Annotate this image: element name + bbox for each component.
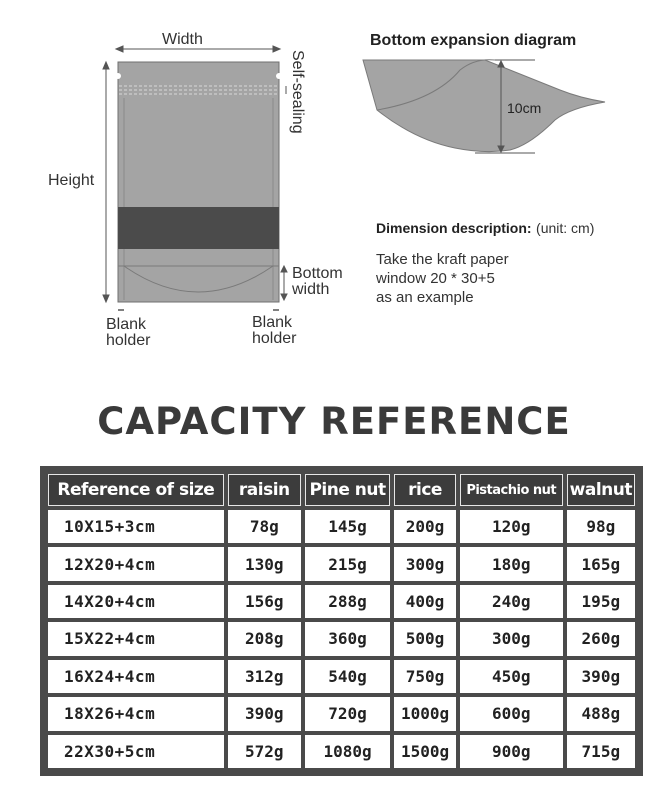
table-row: [48, 585, 635, 618]
pine-nut-cell: 145g: [305, 510, 390, 543]
rice-cell: 300g: [394, 547, 456, 580]
walnut-cell: 98g: [567, 510, 635, 543]
pistachio-cell: 180g: [460, 547, 563, 580]
walnut-cell: 715g: [567, 735, 635, 768]
dimension-description: [376, 220, 594, 238]
walnut-cell: 195g: [567, 585, 635, 618]
window-band: [118, 207, 279, 249]
header-pistachio-nut: Pistachio nut: [460, 474, 563, 506]
capacity-title: CAPACITY REFERENCE: [97, 400, 571, 443]
pistachio-cell: 300g: [460, 622, 563, 655]
pistachio-cell: 450g: [460, 660, 563, 693]
raisin-cell: 78g: [228, 510, 301, 543]
table-header-row: [48, 474, 635, 506]
size-cell: 10X15+3cm: [48, 510, 224, 543]
size-cell: 15X22+4cm: [48, 622, 224, 655]
pistachio-cell: 120g: [460, 510, 563, 543]
walnut-cell: 260g: [567, 622, 635, 655]
pine-nut-cell: 720g: [305, 697, 390, 730]
capacity-table: [40, 466, 643, 776]
table-row: [48, 622, 635, 655]
expansion-measure-label: 10cm: [507, 100, 542, 116]
table-row: [48, 660, 635, 693]
table-row: [48, 510, 635, 543]
size-cell: 16X24+4cm: [48, 660, 224, 693]
size-cell: 12X20+4cm: [48, 547, 224, 580]
table-row: [48, 697, 635, 730]
bottom-width-label: Bottom width: [292, 265, 343, 298]
expansion-shape: [363, 60, 605, 152]
dimension-example: Take the kraft paper window 20 * 30+5 as an example: [376, 251, 509, 306]
raisin-cell: 208g: [228, 622, 301, 655]
size-cell: 14X20+4cm: [48, 585, 224, 618]
header-raisin: raisin: [228, 474, 301, 506]
rice-cell: 200g: [394, 510, 456, 543]
raisin-cell: 156g: [228, 585, 301, 618]
rice-cell: 750g: [394, 660, 456, 693]
expansion-title: Bottom expansion diagram: [370, 32, 577, 49]
size-cell: 18X26+4cm: [48, 697, 224, 730]
raisin-cell: 390g: [228, 697, 301, 730]
height-label: Height: [48, 172, 95, 189]
rice-cell: 400g: [394, 585, 456, 618]
header-pine-nut: Pine nut: [305, 474, 390, 506]
raisin-cell: 312g: [228, 660, 301, 693]
pine-nut-cell: 360g: [305, 622, 390, 655]
pine-nut-cell: 1080g: [305, 735, 390, 768]
bottom-width-arrow: [281, 266, 287, 300]
pistachio-cell: 600g: [460, 697, 563, 730]
self-sealing-label: Self-sealing: [289, 50, 306, 134]
rice-cell: 500g: [394, 622, 456, 655]
blank-holder-right-label: Blank holder: [252, 314, 297, 347]
pine-nut-cell: 288g: [305, 585, 390, 618]
table-row: [48, 735, 635, 768]
walnut-cell: 488g: [567, 697, 635, 730]
blank-holder-left-label: Blank holder: [106, 316, 151, 349]
expansion-diagram: [355, 50, 615, 160]
pine-nut-cell: 215g: [305, 547, 390, 580]
header-rice: rice: [394, 474, 456, 506]
pine-nut-cell: 540g: [305, 660, 390, 693]
rice-cell: 1000g: [394, 697, 456, 730]
header-walnut: walnut: [567, 474, 635, 506]
height-arrow: [103, 62, 109, 302]
raisin-cell: 130g: [228, 547, 301, 580]
table-row: [48, 547, 635, 580]
rice-cell: 1500g: [394, 735, 456, 768]
walnut-cell: 165g: [567, 547, 635, 580]
pistachio-cell: 900g: [460, 735, 563, 768]
pistachio-cell: 240g: [460, 585, 563, 618]
raisin-cell: 572g: [228, 735, 301, 768]
header-size: Reference of size: [48, 474, 224, 506]
dimension-heading: Dimension description:: [376, 220, 532, 236]
walnut-cell: 390g: [567, 660, 635, 693]
dimension-unit: (unit: cm): [536, 220, 595, 236]
size-cell: 22X30+5cm: [48, 735, 224, 768]
width-label: Width: [162, 31, 203, 48]
